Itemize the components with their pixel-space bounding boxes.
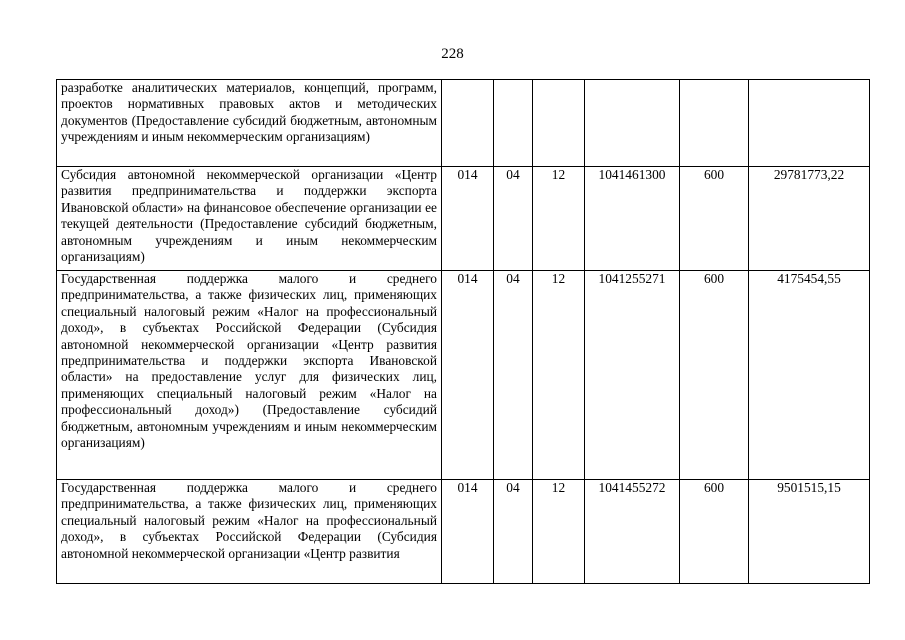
amount-cell [749,80,870,167]
table-row [57,480,870,584]
subsection-code-cell: 12 [533,167,585,271]
expense-type-cell: 600 [680,480,749,584]
section-code-cell: 04 [494,271,533,480]
target-article-cell: 1041455272 [585,480,680,584]
subsection-code-cell [533,80,585,167]
admin-code-cell: 014 [442,167,494,271]
table-row [57,167,870,271]
row-description: Государственная поддержка малого и среднего предпринимательства, а также физических лиц, применяющих специальный налоговый режим «Налог на профессиональный доход», в субъектах Российской Федерации (Субсидия автономной некоммерческой организации «Центр развития предпринимательства и поддержки экспорта Ивановской области» на предоставление услуг для физических лиц, применяющих специальный налоговый режим «Налог на профессиональный доход») (Предоставление субсидий бюджетным, автономным учреждениям и иным некоммерческим организациям) [57,271,442,480]
expense-type-cell [680,80,749,167]
target-article-cell: 1041461300 [585,167,680,271]
expense-type-cell: 600 [680,167,749,271]
subsection-code-cell: 12 [533,480,585,584]
budget-table [56,79,870,584]
expense-type-cell: 600 [680,271,749,480]
section-code-cell [494,80,533,167]
table-row [57,80,870,167]
amount-cell: 4175454,55 [749,271,870,480]
target-article-cell [585,80,680,167]
page-number: 228 [441,46,464,62]
section-code-cell: 04 [494,167,533,271]
row-description: Государственная поддержка малого и среднего предпринимательства, а также физических лиц, применяющих специальный налоговый режим «Налог на профессиональный доход», в субъектах Российской Федерации (Субсидия автономной некоммерческой организации «Центр развития [57,480,442,584]
row-description: Субсидия автономной некоммерческой организации «Центр развития предпринимательства и поддержки экспорта Ивановской области» на финансовое обеспечение организации ее текущей деятельности (Предоставление субсидий бюджетным, автономным учреждениям и иным некоммерческим организациям) [57,167,442,271]
amount-cell: 9501515,15 [749,480,870,584]
table-row [57,271,870,480]
section-code-cell: 04 [494,480,533,584]
admin-code-cell: 014 [442,480,494,584]
row-description: разработке аналитических материалов, концепций, программ, проектов нормативных правовых актов и методических документов (Предоставление субсидий бюджетным, автономным учреждениям и иным некоммерческим организациям) [57,80,442,167]
amount-cell: 29781773,22 [749,167,870,271]
admin-code-cell: 014 [442,271,494,480]
admin-code-cell [442,80,494,167]
target-article-cell: 1041255271 [585,271,680,480]
subsection-code-cell: 12 [533,271,585,480]
